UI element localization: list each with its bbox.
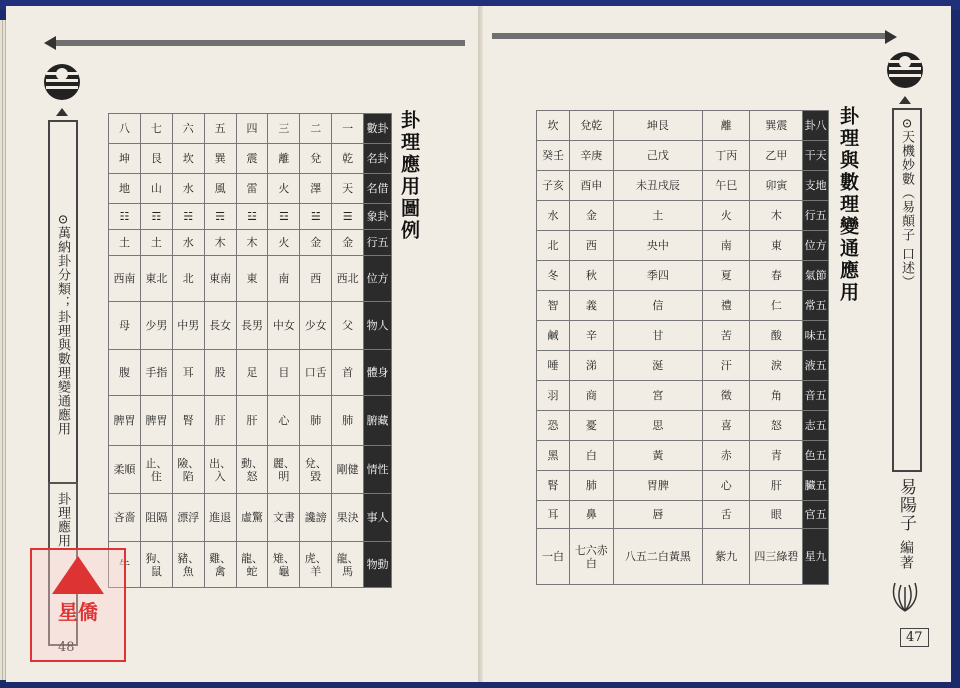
table-cell: 狗、鼠 [140, 542, 172, 588]
table-cell: 少男 [140, 302, 172, 350]
stamp-text: 星僑 [58, 600, 98, 624]
table-cell: 木 [204, 230, 236, 256]
table-cell: 恐 [537, 411, 570, 441]
row-header: 支地 [803, 171, 829, 201]
table-row [537, 231, 829, 261]
table-cell: 肺 [569, 471, 613, 501]
table-cell: 角 [750, 381, 803, 411]
table-cell: 脾胃 [140, 396, 172, 446]
table-cell: 麗、明 [268, 446, 300, 494]
table-cell: 虎、羊 [300, 542, 332, 588]
table-cell: 淚 [750, 351, 803, 381]
table-cell: 首 [332, 350, 364, 396]
table-cell: 西 [569, 231, 613, 261]
table-cell: ☴ [204, 204, 236, 230]
right-sidebar-text: ⊙天機妙數（易顛子 口述） [899, 118, 914, 290]
table-cell: 唾 [537, 351, 570, 381]
table-row [537, 111, 829, 141]
table-cell: 足 [236, 350, 268, 396]
table-cell: 南 [702, 231, 749, 261]
row-header: 位方 [803, 231, 829, 261]
table-cell: 少女 [300, 302, 332, 350]
table-cell: 商 [569, 381, 613, 411]
table-row [537, 321, 829, 351]
table-cell: 金 [569, 201, 613, 231]
table-cell: 雷 [236, 174, 268, 204]
table-cell: ☷ [109, 204, 141, 230]
table-cell: 股 [204, 350, 236, 396]
table-cell: 龍、蛇 [236, 542, 268, 588]
table-cell: 龍、馬 [332, 542, 364, 588]
table-cell: 兌、毀 [300, 446, 332, 494]
top-rule-right [492, 33, 887, 39]
table-cell: 義 [569, 291, 613, 321]
row-header: 象卦 [364, 204, 392, 230]
table-cell: 風 [204, 174, 236, 204]
table-row [537, 411, 829, 441]
table-cell: 坎 [172, 144, 204, 174]
table-cell: 怒 [750, 411, 803, 441]
table-row [537, 441, 829, 471]
row-header: 數卦 [364, 114, 392, 144]
table-cell: 虛驚 [236, 494, 268, 542]
top-rule [55, 40, 465, 46]
row-header: 名借 [364, 174, 392, 204]
left-page-title: 卦理應用圖例 [398, 110, 420, 242]
table-row [109, 446, 392, 494]
table-cell: 五 [204, 114, 236, 144]
table-cell: 胃脾 [613, 471, 702, 501]
table-cell: 憂 [569, 411, 613, 441]
table-cell: 吝嗇 [109, 494, 141, 542]
table-cell: 禮 [702, 291, 749, 321]
table-cell: 巽 [204, 144, 236, 174]
table-cell: 酉申 [569, 171, 613, 201]
table-cell: 西 [300, 256, 332, 302]
table-row [109, 350, 392, 396]
table-row [109, 494, 392, 542]
table-cell: 腹 [109, 350, 141, 396]
table-cell: 火 [702, 201, 749, 231]
table-row [109, 302, 392, 350]
table-cell: 水 [537, 201, 570, 231]
table-cell: 腎 [537, 471, 570, 501]
table-cell: 阻隔 [140, 494, 172, 542]
table-cell: 果決 [332, 494, 364, 542]
table-cell: 癸壬 [537, 141, 570, 171]
table-cell: 腎 [172, 396, 204, 446]
table-cell: 辛庚 [569, 141, 613, 171]
numerology-application-table [536, 110, 829, 585]
table-cell: 信 [613, 291, 702, 321]
table-cell: 地 [109, 174, 141, 204]
left-sidebar-label: 卦理應用 [55, 492, 70, 548]
table-cell: 動、怒 [236, 446, 268, 494]
table-cell: 土 [613, 201, 702, 231]
table-cell: 酸 [750, 321, 803, 351]
table-cell: 土 [140, 230, 172, 256]
sidebar-up-icon [56, 108, 68, 116]
table-cell: 長女 [204, 302, 236, 350]
table-cell: 肝 [236, 396, 268, 446]
gua-application-table [108, 113, 392, 588]
table-cell: 出、入 [204, 446, 236, 494]
table-cell: 涕 [569, 351, 613, 381]
table-cell: 水 [172, 174, 204, 204]
table-cell: 眼 [750, 501, 803, 529]
sidebar-up-right-icon [899, 96, 911, 104]
table-cell: 坤 [109, 144, 141, 174]
table-cell: 涎 [613, 351, 702, 381]
table-cell: 智 [537, 291, 570, 321]
table-cell: 雞、禽 [204, 542, 236, 588]
table-cell: 肺 [300, 396, 332, 446]
table-cell: 七六赤白 [569, 529, 613, 585]
table-cell: 鼻 [569, 501, 613, 529]
table-row [537, 529, 829, 585]
table-cell: 心 [268, 396, 300, 446]
table-row [109, 542, 392, 588]
table-row [537, 381, 829, 411]
table-cell: 土 [109, 230, 141, 256]
table-row [537, 171, 829, 201]
table-cell: 夏 [702, 261, 749, 291]
table-row [537, 201, 829, 231]
table-cell: 四 [236, 114, 268, 144]
table-row [109, 256, 392, 302]
table-cell: 子亥 [537, 171, 570, 201]
table-cell: 宮 [613, 381, 702, 411]
table-cell: 八五二白黃黑 [613, 529, 702, 585]
table-cell: 離 [268, 144, 300, 174]
table-cell: 東 [236, 256, 268, 302]
left-page-number: 48 [58, 640, 75, 655]
table-cell: 北 [172, 256, 204, 302]
row-header: 體身 [364, 350, 392, 396]
table-cell: 六 [172, 114, 204, 144]
table-row [537, 351, 829, 381]
table-cell: 心 [702, 471, 749, 501]
author-suffix: 編著 [898, 540, 914, 570]
right-page-number: 47 [900, 628, 929, 647]
table-cell: 巽震 [750, 111, 803, 141]
table-cell: 思 [613, 411, 702, 441]
table-row [109, 396, 392, 446]
table-cell: 鹹 [537, 321, 570, 351]
table-cell: 黃 [613, 441, 702, 471]
table-cell: 澤 [300, 174, 332, 204]
stamp-letters: NCC [64, 576, 92, 590]
table-row [109, 174, 392, 204]
table-cell: 脾胃 [109, 396, 141, 446]
table-row [537, 261, 829, 291]
table-cell: 坤艮 [613, 111, 702, 141]
table-cell: 柔順 [109, 446, 141, 494]
stamp-triangle-icon [52, 556, 104, 594]
table-cell: 舌 [702, 501, 749, 529]
table-cell: 牛 [109, 542, 141, 588]
table-cell: 父 [332, 302, 364, 350]
table-cell: 赤 [702, 441, 749, 471]
table-cell: 青 [750, 441, 803, 471]
table-cell: ☶ [140, 204, 172, 230]
rule-arrow-icon [44, 36, 56, 50]
table-cell: 肝 [204, 396, 236, 446]
table-cell: ☱ [300, 204, 332, 230]
table-cell: 坎 [537, 111, 570, 141]
table-cell: 天 [332, 174, 364, 204]
row-header: 行五 [364, 230, 392, 256]
row-header: 名卦 [364, 144, 392, 174]
table-cell: 雉、龜 [268, 542, 300, 588]
table-cell: 八 [109, 114, 141, 144]
row-header: 腑藏 [364, 396, 392, 446]
table-cell: 口舌 [300, 350, 332, 396]
table-cell: 震 [236, 144, 268, 174]
table-row [109, 114, 392, 144]
table-cell: 一 [332, 114, 364, 144]
table-cell: 金 [332, 230, 364, 256]
table-cell: 三 [268, 114, 300, 144]
table-cell: 冬 [537, 261, 570, 291]
table-cell: 央中 [613, 231, 702, 261]
table-cell: 木 [236, 230, 268, 256]
table-cell: 肝 [750, 471, 803, 501]
row-header: 志五 [803, 411, 829, 441]
table-cell: 乾 [332, 144, 364, 174]
table-cell: 金 [300, 230, 332, 256]
left-sidebar-text: ⊙萬納卦分類；卦理與數理變通應用 [55, 214, 70, 436]
row-header: 物動 [364, 542, 392, 588]
table-cell: 黑 [537, 441, 570, 471]
table-cell: ☰ [332, 204, 364, 230]
table-cell: 甘 [613, 321, 702, 351]
table-cell: 離 [702, 111, 749, 141]
taiji-emblem-right-icon [885, 50, 925, 90]
table-row [109, 230, 392, 256]
table-cell: 山 [140, 174, 172, 204]
table-row [537, 291, 829, 321]
row-header: 星九 [803, 529, 829, 585]
table-cell: 水 [172, 230, 204, 256]
table-cell: 耳 [537, 501, 570, 529]
row-header: 卦八 [803, 111, 829, 141]
row-header: 味五 [803, 321, 829, 351]
table-cell: 七 [140, 114, 172, 144]
row-header: 音五 [803, 381, 829, 411]
table-cell: 一白 [537, 529, 570, 585]
table-cell: 四三綠碧 [750, 529, 803, 585]
row-header: 液五 [803, 351, 829, 381]
table-cell: 喜 [702, 411, 749, 441]
table-cell: 辛 [569, 321, 613, 351]
table-cell: 耳 [172, 350, 204, 396]
table-cell: 仁 [750, 291, 803, 321]
row-header: 色五 [803, 441, 829, 471]
table-cell: 漂浮 [172, 494, 204, 542]
left-sidebar-band [48, 120, 78, 484]
table-cell: 紫九 [702, 529, 749, 585]
taiji-emblem-icon [42, 62, 82, 102]
table-cell: 艮 [140, 144, 172, 174]
table-cell: 兌乾 [569, 111, 613, 141]
table-cell: 險、陷 [172, 446, 204, 494]
row-header: 位方 [364, 256, 392, 302]
row-header: 情性 [364, 446, 392, 494]
table-cell: 西南 [109, 256, 141, 302]
row-header: 事人 [364, 494, 392, 542]
table-cell: 徵 [702, 381, 749, 411]
watermark-stamp [30, 548, 126, 662]
table-cell: 火 [268, 174, 300, 204]
row-header: 干天 [803, 141, 829, 171]
table-cell: 肺 [332, 396, 364, 446]
right-sidebar-band [892, 108, 922, 472]
row-header: 常五 [803, 291, 829, 321]
table-cell: ☵ [172, 204, 204, 230]
table-cell: 東 [750, 231, 803, 261]
row-header: 官五 [803, 501, 829, 529]
table-cell: 西北 [332, 256, 364, 302]
table-cell: 東南 [204, 256, 236, 302]
table-cell: 唇 [613, 501, 702, 529]
row-header: 行五 [803, 201, 829, 231]
table-cell: 剛健 [332, 446, 364, 494]
author-signature: 易陽子 [896, 478, 916, 532]
row-header: 氣節 [803, 261, 829, 291]
row-header: 臟五 [803, 471, 829, 501]
table-cell: 午巳 [702, 171, 749, 201]
table-cell: 讒謗 [300, 494, 332, 542]
table-cell: 長男 [236, 302, 268, 350]
table-row [537, 141, 829, 171]
table-cell: 火 [268, 230, 300, 256]
table-cell: 北 [537, 231, 570, 261]
table-cell: 未丑戌辰 [613, 171, 702, 201]
rule-arrow-right-icon [885, 30, 897, 44]
table-cell: 母 [109, 302, 141, 350]
table-cell: 秋 [569, 261, 613, 291]
table-cell: 羽 [537, 381, 570, 411]
table-cell: 苦 [702, 321, 749, 351]
table-cell: 進退 [204, 494, 236, 542]
table-cell: 東北 [140, 256, 172, 302]
table-cell: 乙甲 [750, 141, 803, 171]
table-cell: 止、住 [140, 446, 172, 494]
table-cell: 中女 [268, 302, 300, 350]
table-cell: 目 [268, 350, 300, 396]
table-row [109, 144, 392, 174]
row-header: 物人 [364, 302, 392, 350]
table-cell: 木 [750, 201, 803, 231]
table-cell: 二 [300, 114, 332, 144]
chrysanthemum-ornament-icon [885, 575, 925, 615]
table-cell: ☲ [268, 204, 300, 230]
right-page-title: 卦理與數理變通應用 [837, 106, 859, 304]
table-cell: 春 [750, 261, 803, 291]
table-row [537, 501, 829, 529]
table-cell: 白 [569, 441, 613, 471]
table-cell: 南 [268, 256, 300, 302]
table-cell: 卯寅 [750, 171, 803, 201]
table-row [537, 471, 829, 501]
table-cell: 文書 [268, 494, 300, 542]
table-cell: 中男 [172, 302, 204, 350]
table-cell: 己戊 [613, 141, 702, 171]
table-cell: 汗 [702, 351, 749, 381]
table-cell: 手指 [140, 350, 172, 396]
table-row [109, 204, 392, 230]
table-cell: ☳ [236, 204, 268, 230]
table-cell: 豬、魚 [172, 542, 204, 588]
table-cell: 兌 [300, 144, 332, 174]
table-cell: 季四 [613, 261, 702, 291]
table-cell: 丁丙 [702, 141, 749, 171]
